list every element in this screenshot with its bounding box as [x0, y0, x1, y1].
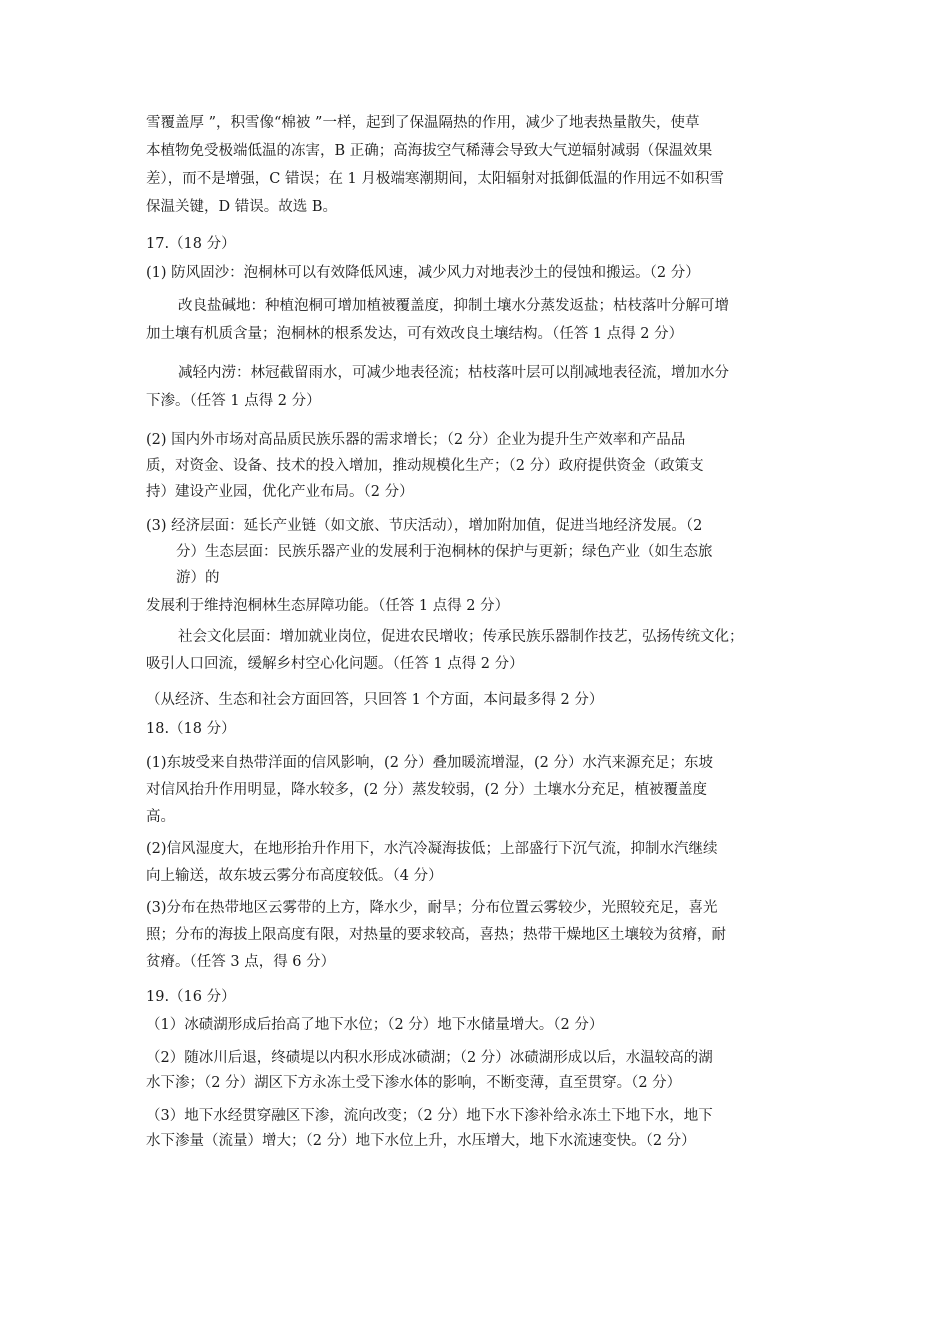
text-line: 保温关键，D 错误。故选 B。 — [146, 199, 337, 215]
text-line: 贫瘠。（任答 3 点，得 6 分） — [146, 954, 336, 970]
text-line: (3) 经济层面：延长产业链（如文旅、节庆活动），增加附加值，促进当地经济发展。（2 — [146, 518, 703, 534]
text-line: 分）生态层面：民族乐器产业的发展利于泡桐林的保护与更新；绿色产业（如生态旅 — [176, 544, 713, 560]
text-line: 对信风抬升作用明显，降水较多，(2 分）蒸发较弱，(2 分）土壤水分充足，植被覆盖度 — [146, 782, 707, 798]
text-line: 下渗。（任答 1 点得 2 分） — [146, 393, 321, 409]
text-line: 游）的 — [176, 570, 220, 586]
text-line: (2)信风湿度大，在地形抬升作用下，水汽冷凝海拔低；上部盛行下沉气流，抑制水汽继续 — [146, 841, 718, 857]
text-line: (2) 国内外市场对高品质民族乐器的需求增长；（2 分）企业为提升生产效率和产品品 — [146, 432, 686, 448]
text-line: 17.（18 分） — [146, 236, 236, 252]
text-line: 发展利于维持泡桐林生态屏障功能。（任答 1 点得 2 分） — [146, 598, 510, 614]
text-line: 加土壤有机质含量；泡桐林的根系发达，可有效改良土壤结构。（任答 1 点得 2 分） — [146, 326, 684, 342]
text-line: 水下渗量（流量）增大；（2 分）地下水位上升，水压增大，地下水流速变快。（2 分） — [146, 1133, 696, 1149]
text-line: (1)东坡受来自热带洋面的信风影响，(2 分）叠加暖流增湿，(2 分）水汽来源充足；东坡 — [146, 755, 714, 771]
text-line: 质，对资金、设备、技术的投入增加，推动规模化生产；（2 分）政府提供资金（政策支 — [146, 458, 704, 474]
text-line: （1）冰碛湖形成后抬高了地下水位；（2 分）地下水储量增大。（2 分） — [146, 1017, 604, 1033]
text-line: （3）地下水经贯穿融区下渗，流向改变；（2 分）地下水下渗补给永冻土下地下水，地下 — [146, 1108, 713, 1124]
text-line: 改良盐碱地：种植泡桐可增加植被覆盖度，抑制土壤水分蒸发返盐；枯枝落叶分解可增 — [178, 298, 729, 314]
text-line: 社会文化层面：增加就业岗位，促进农民增收；传承民族乐器制作技艺，弘扬传统文化； — [178, 629, 744, 645]
text-line: 雪覆盖厚 ”，积雪像“棉被 ”一样，起到了保温隔热的作用，减少了地表热量散失，使草 — [146, 115, 700, 131]
text-line: 18.（18 分） — [146, 721, 236, 737]
text-line: (3)分布在热带地区云雾带的上方，降水少，耐旱；分布位置云雾较少，光照较充足，喜光 — [146, 900, 718, 916]
text-line: 减轻内涝：林冠截留雨水，可减少地表径流；枯枝落叶层可以削减地表径流，增加水分 — [178, 365, 729, 381]
text-line: 高。 — [146, 809, 175, 825]
text-line: 照；分布的海拔上限高度有限，对热量的要求较高，喜热；热带干燥地区土壤较为贫瘠，耐 — [146, 927, 726, 943]
text-line: （2）随冰川后退，终碛堤以内积水形成冰碛湖；（2 分）冰碛湖形成以后，水温较高的湖 — [146, 1050, 713, 1066]
text-line: 本植物免受极端低温的冻害，B 正确；高海拔空气稀薄会导致大气逆辐射减弱（保温效果 — [146, 143, 713, 159]
text-line: （从经济、生态和社会方面回答，只回答 1 个方面，本问最多得 2 分） — [146, 692, 604, 708]
text-line: 水下渗；（2 分）湖区下方永冻土受下渗水体的影响，不断变薄，直至贯穿。（2 分） — [146, 1075, 682, 1091]
text-line: 持）建设产业园，优化产业布局。（2 分） — [146, 484, 414, 500]
text-line: (1) 防风固沙：泡桐林可以有效降低风速，减少风力对地表沙土的侵蚀和搬运。（2 分） — [146, 265, 700, 281]
text-line: 差），而不是增强，C 错误；在 1 月极端寒潮期间，太阳辐射对抵御低温的作用远不如积雪 — [146, 171, 724, 187]
text-line: 吸引人口回流，缓解乡村空心化问题。（任答 1 点得 2 分） — [146, 656, 524, 672]
text-line: 19.（16 分） — [146, 989, 236, 1005]
text-line: 向上输送，故东坡云雾分布高度较低。（4 分） — [146, 868, 443, 884]
